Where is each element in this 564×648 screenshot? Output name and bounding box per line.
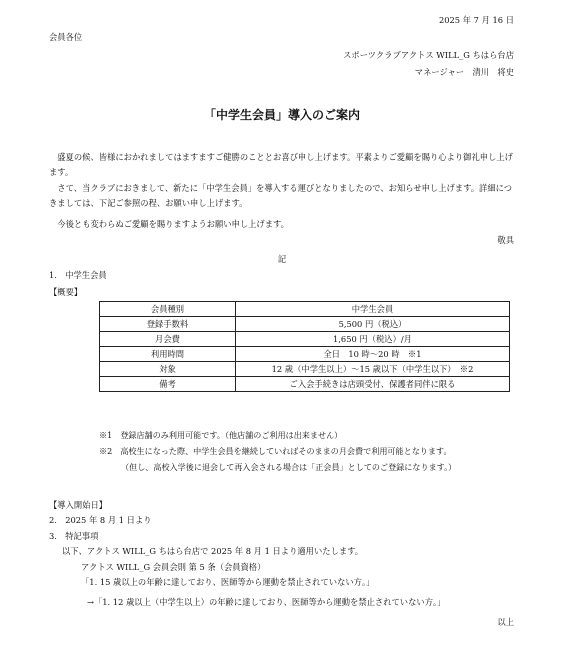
manager-name: マネージャー 清川 将史: [414, 67, 514, 77]
special-note-line-1: 以下、アクトス WILL_G ちはら台店で 2025 年 8 月 1 日より適用いたします。: [62, 546, 364, 556]
recipient-line: 会員各位: [49, 32, 83, 42]
ki-mark: 記: [277, 254, 287, 264]
table-row: [100, 317, 510, 332]
table-cell-value: 5,500 円（税込）: [236, 317, 510, 332]
table-row: [100, 347, 510, 362]
intro-paragraph-1: 盛夏の候、皆様におかれましてはますますご健勝のこととお喜び申し上げます。平素よりご愛顧を賜り心より御礼申し上げます。: [49, 152, 513, 177]
section-1-heading: 1. 中学生会員: [49, 270, 107, 280]
table-row: [100, 302, 510, 317]
note-3: （但し、高校入学後に退会して再入会される場合は「正会員」としてのご登録になります。）: [121, 462, 457, 472]
table-cell-value: 12 歳（中学生以上）〜15 歳以下（中学生以下） ※2: [236, 362, 510, 377]
document-title: 「中学生会員」導入のご案内: [203, 108, 360, 122]
table-cell-label: 備考: [100, 377, 236, 392]
special-note-line-2: アクトス WILL_G 会員会則 第 5 条（会員資格）: [81, 562, 266, 572]
organization-name: スポーツクラブアクトス WILL_G ちはら台店: [343, 50, 514, 60]
table-cell-label: 月会費: [100, 332, 236, 347]
overview-label: 【概要】: [49, 287, 83, 297]
start-date-label: 【導入開始日】: [49, 500, 108, 510]
item-2-line: 2. 2025 年 8 月 1 日より: [49, 515, 152, 525]
table-cell-value: ご入会手続きは店頭受付、保護者同伴に限る: [236, 377, 510, 392]
special-note-line-3: 「1. 15 歳以上の年齢に達しており、医師等から運動を禁止されていない方。」: [81, 577, 375, 587]
table-cell-label: 対象: [100, 362, 236, 377]
membership-table: [99, 301, 510, 392]
special-note-line-4: →「1. 12 歳以上（中学生以上）の年齢に達しており、医師等から運動を禁止されていない方。」: [87, 597, 446, 607]
table-cell-label: 利用時間: [100, 347, 236, 362]
table-cell-value: 全日 10 時〜20 時 ※1: [236, 347, 510, 362]
note-2: ※2 高校生になった際、中学生会員を継続していればそのままの月会費で利用可能となります。: [99, 446, 452, 456]
closing-ijo: 以上: [497, 617, 514, 627]
intro-paragraph-3: 今後とも変わらぬご愛顧を賜りますようお願い申し上げます。: [57, 219, 289, 229]
table-cell-label: 会員種別: [100, 302, 236, 317]
closing-keigu: 敬具: [497, 235, 514, 245]
item-3-heading: 3. 特記事項: [49, 531, 99, 541]
document-date: 2025 年 7 月 16 日: [438, 15, 514, 25]
table-row: [100, 377, 510, 392]
note-1: ※1 登録店舗のみ利用可能です。（他店舗のご利用は出来ません）: [99, 430, 343, 440]
table-cell-value: 1,650 円（税込）/月: [236, 332, 510, 347]
table-cell-value: 中学生会員: [236, 302, 510, 317]
table-row: [100, 362, 510, 377]
table-cell-label: 登録手数料: [100, 317, 236, 332]
table-row: [100, 332, 510, 347]
intro-paragraph-2: さて、当クラブにおきまして、新たに「中学生会員」を導入する運びとなりましたので、お知らせ申し上げます。詳細につきましては、下記ご参照の程、お願い申し上げます。: [49, 183, 513, 208]
